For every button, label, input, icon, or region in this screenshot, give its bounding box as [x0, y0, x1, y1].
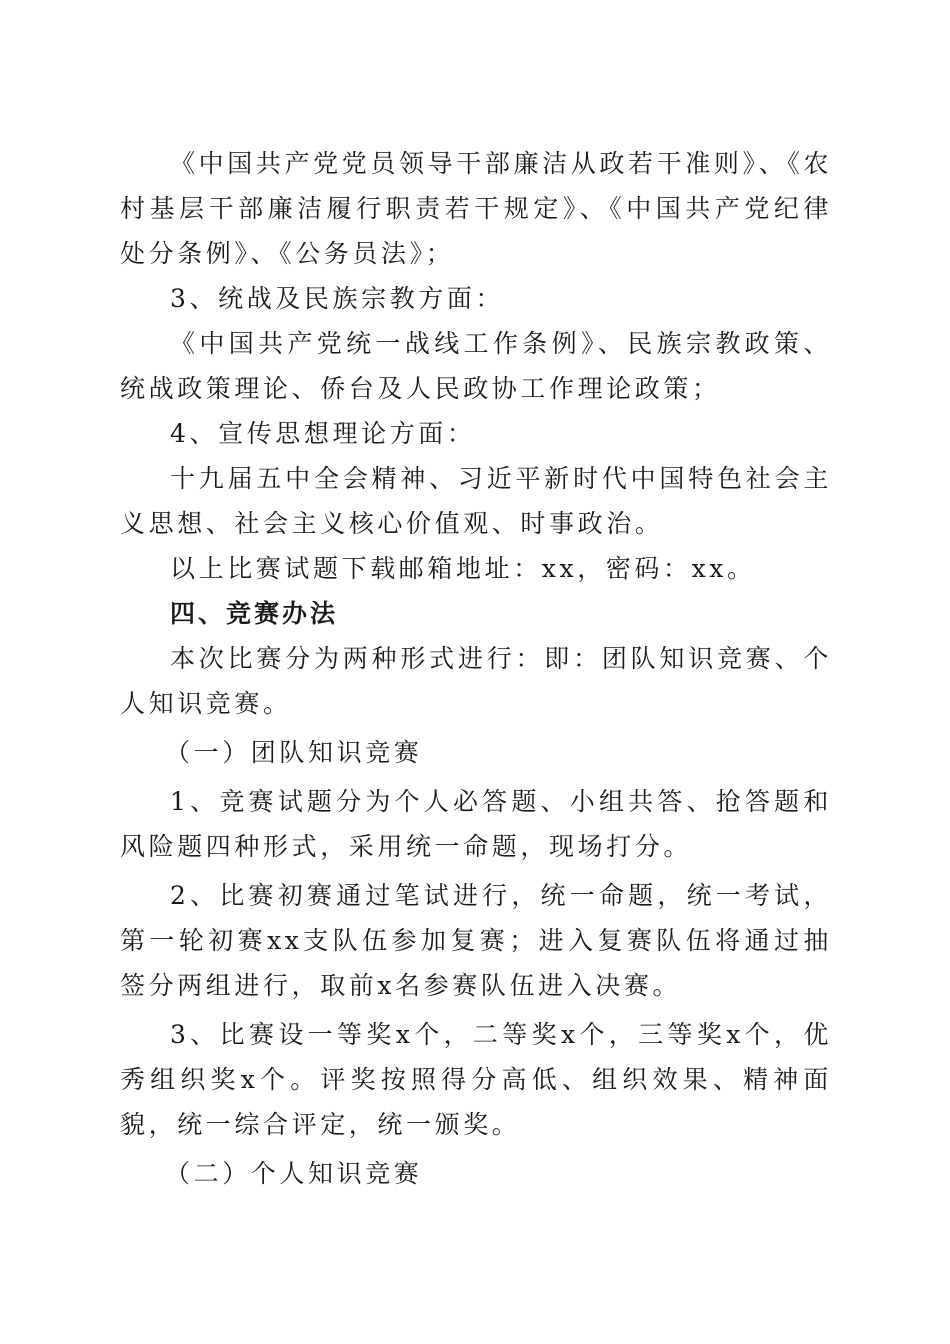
paragraph-discipline-regulations: 《中国共产党党员领导干部廉洁从政若干准则》、《农村基层干部廉洁履行职责若干规定》、《中国共产党纪律处分条例》、《公务员法》；: [120, 149, 832, 268]
paragraph-team-rule-3: 3、比赛设一等奖x个，二等奖x个，三等奖x个，优秀组织奖x个。评奖按照得分高低、组织效果、精神面貌，统一综合评定，统一颁奖。: [120, 1020, 832, 1139]
paragraph-team-rule-2: 2、比赛初赛通过笔试进行，统一命题，统一考试，第一轮初赛xx支队伍参加复赛；进入复赛队伍将通过抽签分两组进行，取前x名参赛队伍进入决赛。: [120, 881, 832, 1000]
paragraph-united-front-content: 《中国共产党统一战线工作条例》、民族宗教政策、统战政策理论、侨台及人民政协工作理论政策；: [120, 329, 832, 403]
document-body: [120, 141, 832, 1200]
paragraph-propaganda-content: 十九届五中全会精神、习近平新时代中国特色社会主义思想、社会主义核心价值观、时事政治。: [120, 464, 832, 538]
item-4-propaganda-heading: 4、宣传思想理论方面：: [170, 419, 476, 448]
item-3-united-front-heading: 3、统战及民族宗教方面：: [170, 284, 505, 313]
subheading-individual-competition: （二）个人知识竞赛: [165, 1159, 423, 1188]
paragraph-competition-forms: 本次比赛分为两种形式进行：即：团队知识竞赛、个人知识竞赛。: [120, 644, 832, 718]
subheading-team-competition: （一）团队知识竞赛: [165, 738, 423, 767]
paragraph-download-info: 以上比赛试题下载邮箱地址：xx，密码：xx。: [170, 554, 756, 583]
paragraph-team-rule-1: 1、竞赛试题分为个人必答题、小组共答、抢答题和风险题四种形式，采用统一命题，现场打分。: [120, 787, 832, 861]
section-heading-competition-method: 四、竞赛办法: [170, 599, 339, 628]
